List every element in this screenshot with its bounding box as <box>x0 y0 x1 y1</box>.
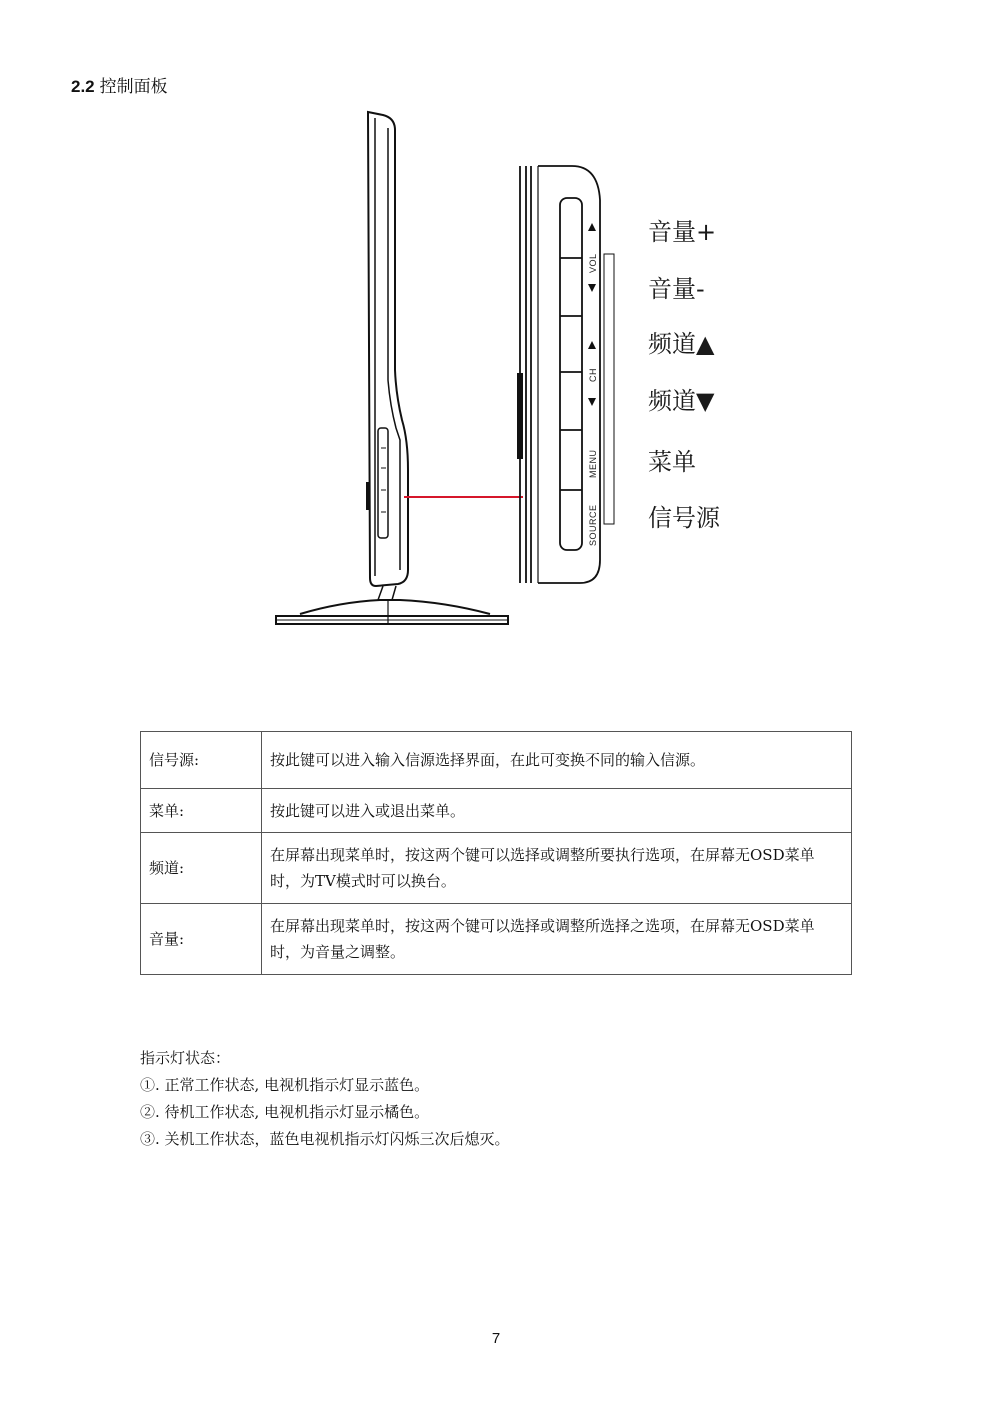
side-label-ch: CH <box>588 368 598 382</box>
indicator-item: ①. 正常工作状态, 电视机指示灯显示蓝色。 <box>140 1076 430 1094</box>
indicator-item: ③. 关机工作状态，蓝色电视机指示灯闪烁三次后熄灭。 <box>140 1130 510 1148</box>
label-menu: 菜单 <box>648 448 696 476</box>
row-value: 在屏幕出现菜单时，按这两个键可以选择或调整所要执行选项，在屏幕无OSD菜单时，为TV模式时可以换台。 <box>262 833 852 904</box>
label-channel-down: 频道▼ <box>648 387 715 415</box>
row-key: 菜单: <box>141 789 262 833</box>
indicator-item: ②. 待机工作状态, 电视机指示灯显示橘色。 <box>140 1103 430 1121</box>
row-key: 频道: <box>141 833 262 904</box>
section-title-text: 控制面板 <box>99 77 168 96</box>
tv-side-profile <box>276 112 508 624</box>
vol-up-arrow-icon <box>588 223 596 231</box>
button-description-table <box>140 731 852 975</box>
table-row <box>141 833 852 904</box>
vol-down-arrow-icon <box>588 284 596 292</box>
side-label-source: SOURCE <box>588 504 598 546</box>
panel-closeup <box>517 166 614 583</box>
indicator-status <box>140 1045 510 1153</box>
row-value: 按此键可以进入输入信源选择界面，在此可变换不同的输入信源。 <box>262 732 852 789</box>
ch-down-arrow-icon <box>588 398 596 406</box>
label-volume-up: 音量+ <box>648 218 717 246</box>
section-number: 2.2 <box>71 77 95 96</box>
row-key: 音量: <box>141 904 262 975</box>
page-number: 7 <box>491 1330 501 1347</box>
row-value: 按此键可以进入或退出菜单。 <box>262 789 852 833</box>
indicator-title: 指示灯状态： <box>140 1049 231 1067</box>
label-source: 信号源 <box>648 504 720 532</box>
table-row <box>141 789 852 833</box>
side-label-vol: VOL <box>588 253 598 273</box>
table-row <box>141 732 852 789</box>
ch-up-arrow-icon <box>588 341 596 349</box>
table-row <box>141 904 852 975</box>
label-channel-up: 频道▲ <box>648 330 715 358</box>
control-panel-diagram <box>0 0 992 660</box>
row-value: 在屏幕出现菜单时，按这两个键可以选择或调整所选择之选项，在屏幕无OSD菜单时，为音量之调整。 <box>262 904 852 975</box>
label-volume-down: 音量- <box>648 275 705 303</box>
side-label-menu: MENU <box>588 449 598 478</box>
row-key: 信号源: <box>141 732 262 789</box>
